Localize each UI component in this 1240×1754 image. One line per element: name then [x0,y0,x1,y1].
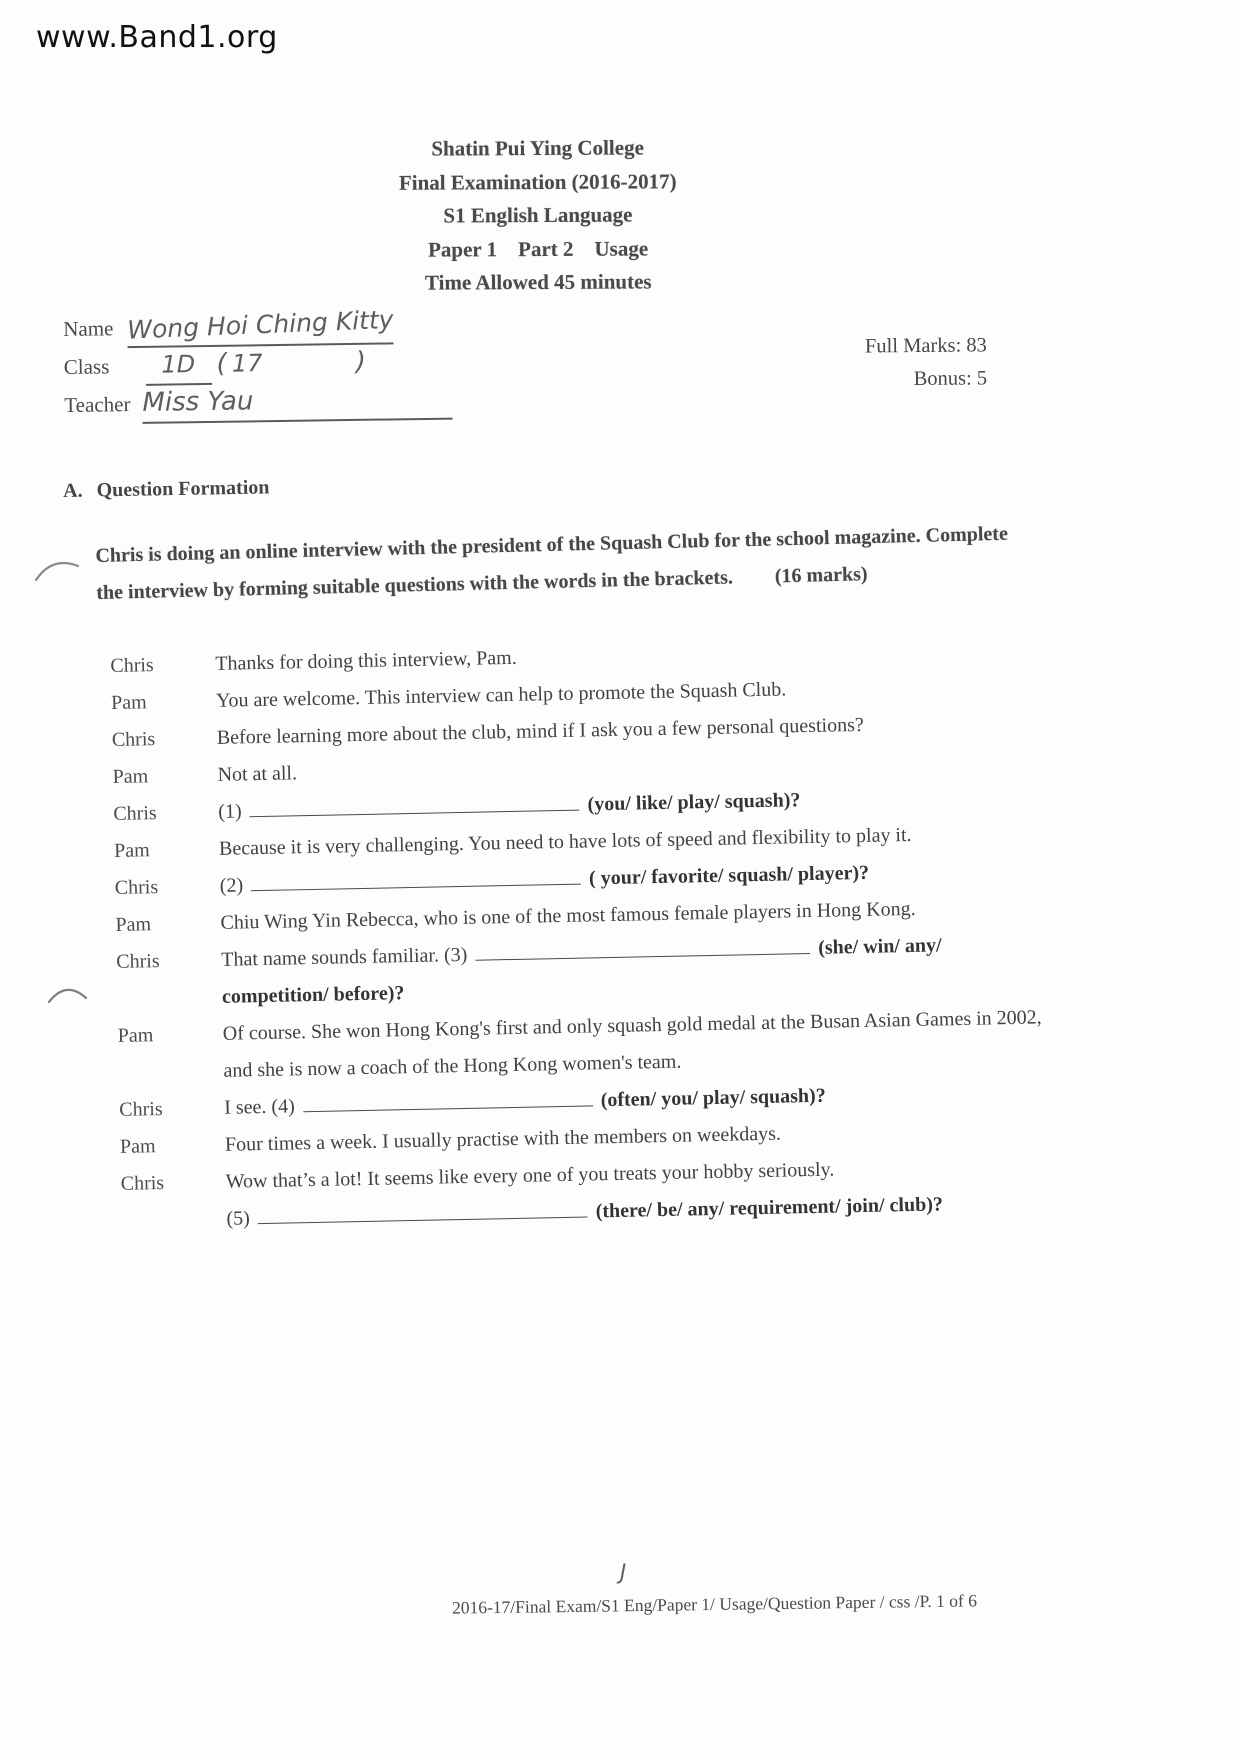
pen-mark-arc [32,552,84,592]
question-hint: (you/ like/ play/ squash)? [587,789,801,816]
speaker-label: Pam [112,765,149,788]
marks-box [845,329,988,396]
speaker-label: Chris [120,1172,165,1195]
speaker-label: Chris [110,654,154,677]
footer-reference: 2016-17/Final Exam/S1 Eng/Paper 1/ Usage/Question Paper / css /P. 1 of 6 [451,1590,978,1618]
class-number-handwritten: 17 [231,349,263,378]
instructions-text: Chris is doing an online interview with the president of the Squash Club for the school magazine. Complete the interview by forming suitable questions with the words in the brackets. [95,522,1009,604]
question-number: (2) [219,874,244,897]
dialogue-text: Thanks for doing this interview, Pam. [215,646,517,675]
dialogue-text: Wow that’s a lot! It seems like every one of you treats your hobby seriously. [225,1158,835,1193]
name-underline [127,305,394,348]
class-handwritten: 1D [161,350,196,379]
speaker-label: Chris [113,802,157,825]
speaker-label: Pam [117,1024,154,1047]
name-handwritten: Wong Hoi Ching Kitty [126,304,395,345]
speaker-label: Pam [119,1135,156,1158]
teacher-handwritten: Miss Yau [142,386,254,418]
full-marks: Full Marks: 83 [864,334,987,358]
exam-header [0,129,1076,302]
section-a-title: Question Formation [96,476,270,502]
question-number: (1) [218,800,242,823]
answer-blank-3 [475,938,810,961]
class-underline [145,347,212,386]
section-a-instructions [95,515,1032,611]
answer-blank-1 [249,795,579,818]
question-number: (5) [226,1207,251,1230]
speaker-label: Chris [111,728,156,751]
dialogue-text: You are welcome. This interview can help to promote the Squash Club. [215,678,787,712]
question-lead-text: That name sounds familiar. (3) [221,943,468,971]
paper-part-line: Paper 1 Part 2 Usage [428,235,649,262]
dialogue-text: Because it is very challenging. You need to have lots of speed and flexibility to play it. [218,823,912,860]
speaker-label: Pam [115,913,152,936]
dialogue-text: Before learning more about the club, mind if I ask you a few personal questions? [216,713,864,749]
dialogue-text: Four times a week. I usually practise with the members on weekdays. [224,1122,782,1156]
exam-title: Final Examination (2016-2017) [398,168,677,195]
teacher-label: Teacher [64,392,131,417]
speaker-label: Chris [119,1098,163,1121]
speaker-label: Chris [114,876,159,899]
name-label: Name [63,316,114,341]
dialogue-text: Not at all. [217,762,298,786]
pen-mark-arc [46,978,92,1018]
speaker-label: Pam [110,691,147,714]
question-lead-text: I see. (4) [224,1095,295,1119]
site-watermark: www.Band1.org [36,20,278,55]
class-paren-close: ) [355,346,367,377]
student-info [63,303,585,425]
class-label: Class [63,354,110,379]
class-paren-open: ( [216,348,227,379]
question-hint: (there/ be/ any/ requirement/ join/ club)? [595,1193,944,1223]
marks-inline: (16 marks) [774,562,868,587]
dialogue-text: Of course. She won Hong Kong's first and only squash gold medal at the Busan Asian Games in 2002, and she is now a coach of the Hong Kong women's team. [222,1006,1042,1082]
speaker-label: Pam [113,839,150,862]
dialogue [110,629,1057,1240]
speaker-label: Chris [116,950,160,973]
school-name: Shatin Pui Ying College [431,135,644,161]
answer-blank-4 [303,1090,593,1112]
dialogue-text: Chiu Wing Yin Rebecca, who is one of the most famous female players in Hong Kong. [220,897,916,934]
question-hint: (often/ you/ play/ squash)? [600,1084,826,1112]
answer-blank-5 [258,1202,588,1225]
teacher-underline [142,382,453,424]
pen-mark-j: J [620,1560,627,1584]
section-a-heading [63,476,270,503]
question-hint: ( your/ favorite/ squash/ player)? [588,861,870,890]
section-a-label: A. [63,479,83,502]
teacher-row [64,380,584,425]
bonus-marks: Bonus: 5 [913,367,988,391]
answer-blank-2 [251,869,581,892]
question-hint: (she/ win/ any/ competition/ before)? [221,934,942,1008]
time-allowed: Time Allowed 45 minutes [424,269,652,295]
subject-title: S1 English Language [443,202,633,228]
